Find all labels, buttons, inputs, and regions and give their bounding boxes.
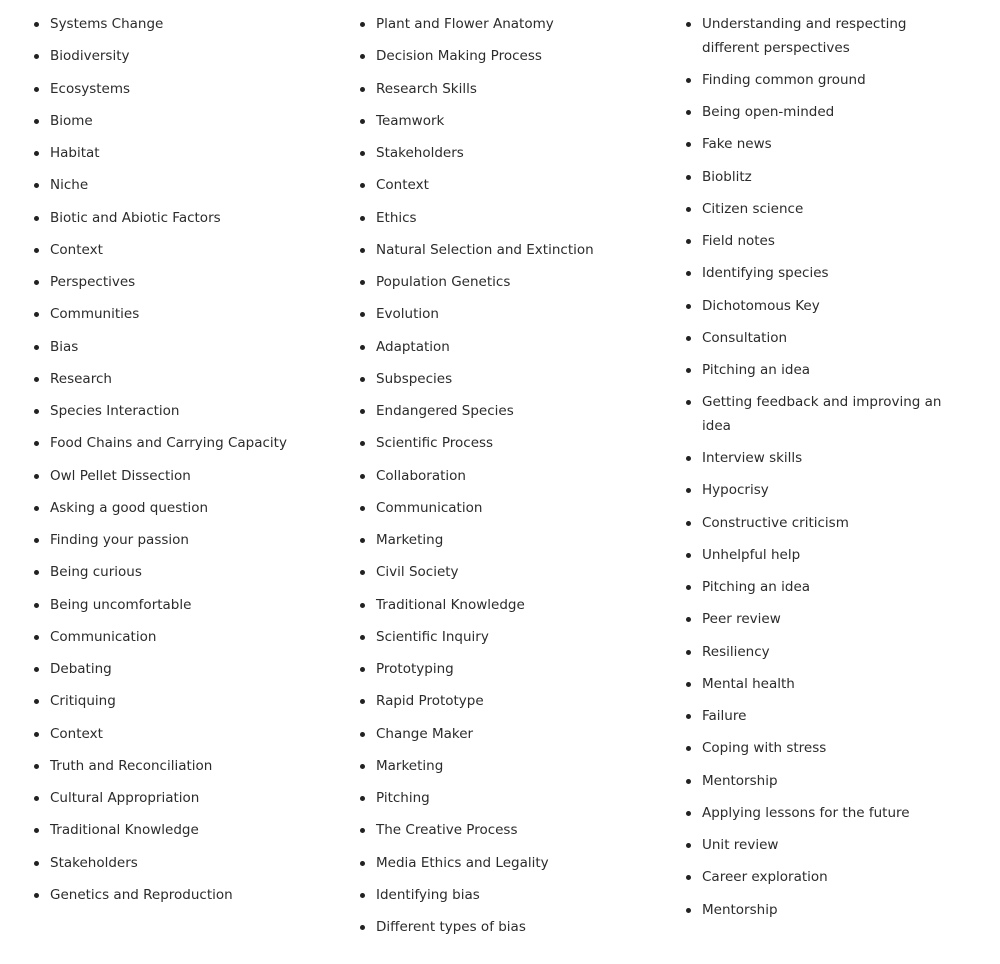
list-item: Biotic and Abiotic Factors [30,207,330,231]
list-item: Fake news [682,133,962,157]
list-item: Biodiversity [30,45,330,69]
list-item: Cultural Appropriation [30,787,330,811]
list-item: Stakeholders [30,852,330,876]
list-item: Rapid Prototype [356,690,656,714]
list-item: Mentorship [682,770,962,794]
list-item: Collaboration [356,465,656,489]
list-item: Scientific Process [356,432,656,456]
list-item: Habitat [30,142,330,166]
list-item: Plant and Flower Anatomy [356,13,656,37]
list-item: Natural Selection and Extinction [356,239,656,263]
list-item: Pitching [356,787,656,811]
list-item: Food Chains and Carrying Capacity [30,432,330,456]
list-item: Traditional Knowledge [356,594,656,618]
list-item: Prototyping [356,658,656,682]
list-item: Context [30,239,330,263]
list-item: Perspectives [30,271,330,295]
list-item: Debating [30,658,330,682]
list-item: Getting feedback and improving an idea [682,391,962,438]
list-item: Ecosystems [30,78,330,102]
list-item: Peer review [682,608,962,632]
list-item: Species Interaction [30,400,330,424]
list-item: Hypocrisy [682,479,962,503]
list-item: Research Skills [356,78,656,102]
list-item: Dichotomous Key [682,295,962,319]
list-item: Teamwork [356,110,656,134]
list-item: Communities [30,303,330,327]
list-item: Finding common ground [682,69,962,93]
list-item: Being curious [30,561,330,585]
list-item: Niche [30,174,330,198]
list-item: Stakeholders [356,142,656,166]
list-item: Coping with stress [682,737,962,761]
list-item: Communication [356,497,656,521]
list-item: Truth and Reconciliation [30,755,330,779]
list-item: Failure [682,705,962,729]
list-item: Evolution [356,303,656,327]
list-item: Decision Making Process [356,45,656,69]
list-item: Different types of bias [356,916,656,940]
list-item: The Creative Process [356,819,656,843]
list-item: Mentorship [682,899,962,923]
list-item: Asking a good question [30,497,330,521]
list-item: Marketing [356,529,656,553]
list-item: Being uncomfortable [30,594,330,618]
list-item: Adaptation [356,336,656,360]
list-item: Context [30,723,330,747]
list-item: Genetics and Reproduction [30,884,330,908]
list-item: Context [356,174,656,198]
list-item: Mental health [682,673,962,697]
list-item: Marketing [356,755,656,779]
list-item: Consultation [682,327,962,351]
list-item: Pitching an idea [682,576,962,600]
list-item: Bias [30,336,330,360]
list-item: Systems Change [30,13,330,37]
list-item: Resiliency [682,641,962,665]
list-item: Being open-minded [682,101,962,125]
list-item: Identifying species [682,262,962,286]
list-item: Unhelpful help [682,544,962,568]
list-item: Critiquing [30,690,330,714]
list-item: Constructive criticism [682,512,962,536]
list-item: Subspecies [356,368,656,392]
list-item: Career exploration [682,866,962,890]
list-item: Research [30,368,330,392]
list-item: Field notes [682,230,962,254]
list-item: Population Genetics [356,271,656,295]
list-item: Civil Society [356,561,656,585]
list-item: Interview skills [682,447,962,471]
topic-list-column-3 [682,13,962,931]
list-item: Biome [30,110,330,134]
list-item: Ethics [356,207,656,231]
topic-list-column-1 [30,13,330,916]
list-item: Scientific Inquiry [356,626,656,650]
list-item: Citizen science [682,198,962,222]
list-item: Applying lessons for the future [682,802,962,826]
list-item: Bioblitz [682,166,962,190]
list-item: Understanding and respecting different perspectives [682,13,962,60]
list-item: Change Maker [356,723,656,747]
list-item: Finding your passion [30,529,330,553]
list-item: Unit review [682,834,962,858]
list-item: Communication [30,626,330,650]
list-item: Traditional Knowledge [30,819,330,843]
list-item: Identifying bias [356,884,656,908]
list-item: Media Ethics and Legality [356,852,656,876]
list-item: Owl Pellet Dissection [30,465,330,489]
list-item: Pitching an idea [682,359,962,383]
topic-list-column-2 [356,13,656,948]
list-item: Endangered Species [356,400,656,424]
